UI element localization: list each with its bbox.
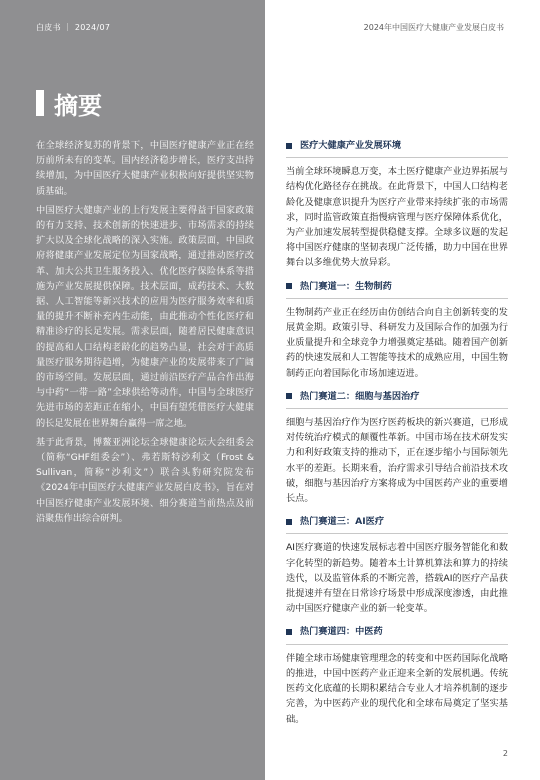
section-heading-text: 热门赛道一：生物制药 <box>300 280 392 292</box>
section-heading-text: 热门赛道四：中医药 <box>300 626 383 638</box>
title-marker-bar <box>36 90 44 116</box>
summary-paragraph: 基于此背景，博鳌亚洲论坛全球健康论坛大会组委会（简称“GHF组委会”）、弗若斯特沙利文（Frost & Sullivan，简称“沙利文”）联合头豹研究院发布《2024年中国医疗大健康产业发展白皮书》，旨在对中国医疗健康产业发展环境、细分赛道当前热点及前沿聚焦作出综合研判。 <box>36 436 254 524</box>
sections-column <box>286 138 508 735</box>
section-heading <box>286 279 508 299</box>
section-heading <box>286 138 508 158</box>
summary-paragraph: 在全球经济复苏的背景下，中国医疗健康产业正在经历前所未有的变革。国内经济稳步增长，医疗支出持续增加，为中国医疗大健康产业积极向好提供坚实物质基础。 <box>36 140 254 197</box>
section-tcm <box>286 624 508 726</box>
section-biopharma <box>286 279 508 381</box>
summary-text-column <box>36 138 254 530</box>
section-heading <box>286 389 508 409</box>
section-cell-gene-therapy <box>286 389 508 506</box>
section-body: 细胞与基因治疗作为医疗医药板块的新兴赛道，已形成对传统治疗模式的颠覆性革新。中国市场在技术研发实力和利好政策支持的推动下，正在逐步缩小与国际领先水平的差距。长期来看，治疗需求引导结合前沿技术攻破，细胞与基因治疗方案将成为中国医药产业的重要增长点。 <box>286 417 508 505</box>
section-heading <box>286 514 508 534</box>
square-bullet-icon <box>286 283 292 289</box>
square-bullet-icon <box>286 629 292 635</box>
header-left-label: 白皮书 ｜ 2024/07 <box>36 23 111 32</box>
section-body: 当前全球环境瞬息万变，本土医疗健康产业边界拓展与结构优化路径存在挑战。在此背景下，中国人口结构老龄化及健康意识提升为医疗产业带来持续扩张的市场需求，同时监管政策直指慢病管理与医疗保障体系优化，为产业加速发展转型提供稳健支撑。全球多议题的发起将中国医疗健康的坚韧表现广泛传播，助力中国在世界舞台以多维优势大放异彩。 <box>286 166 508 269</box>
page-number: 2 <box>502 749 508 758</box>
section-heading-text: 医疗大健康产业发展环境 <box>300 140 402 151</box>
square-bullet-icon <box>286 519 292 525</box>
square-bullet-icon <box>286 143 292 149</box>
square-bullet-icon <box>286 393 292 399</box>
section-body: 伴随全球市场健康管理理念的转变和中医药国际化战略的推进，中国中医药产业正迎来全新的发展机遇。传统医药文化底蕴的长期积累结合专业人才培养机制的逐步完善，为中医药产业的现代化和全球布局奠定了坚实基础。 <box>286 652 508 725</box>
section-heading-text: 热门赛道三：AI医疗 <box>300 516 385 528</box>
page-title: 摘要 <box>54 91 102 120</box>
page-title-block <box>36 88 102 118</box>
section-body: AI医疗赛道的快速发展标志着中国医疗服务智能化和数字化转型的新趋势。随着本土计算机算法和算力的持续迭代，以及监管体系的不断完善，搭载AI的医疗产品获批提速并有望在日常诊疗场景中形成深度渗透，由此推动中国医疗健康产业的新一轮变革。 <box>286 542 508 615</box>
section-heading <box>286 624 508 644</box>
header-report-title: 2024年中国医疗大健康产业发展白皮书 <box>363 23 504 32</box>
section-body: 生物制药产业正在经历由仿创结合向自主创新转变的发展黄金期。政策引导、科研发力及国际合作的加强为行业质量提升和全球竞争力增强奠定基础。随着国产创新药的快速发展和人工智能等技术的成熟应用，中国生物制药正向着国际化市场加速迈进。 <box>286 306 508 379</box>
summary-paragraph: 中国医疗大健康产业的上行发展主要得益于国家政策的有力支持、技术创新的快速进步、市场需求的持续扩大以及全球化战略的深入实施。政策层面，中国政府将健康产业发展定位为国家战略，通过推动医疗改革、加大公共卫生服务投入、优化医疗保险体系等措施为产业发展提供保障。技术层面，成药技术、大数据、人工智能等新兴技术的应用为医疗服务效率和质量的提升不断补充内生动能，由此推动个性化医疗和精准诊疗的长足发展。需求层面，随着居民健康意识的提高和人口结构老龄化的趋势凸显，社会对于高质量医疗服务期待趋增，为健康产业的发展带来了广阔的市场空间。发展层面，通过前沿医疗产品合作出海与中药“一带一路”全球供给等动作，中国与全球医疗先进市场的差距正在缩小，中国有望凭借医疗大健康的长足发展在世界舞台赢得一席之地。 <box>36 204 254 429</box>
section-environment <box>286 138 508 271</box>
section-heading-text: 热门赛道二：细胞与基因治疗 <box>300 390 420 402</box>
section-ai-medical <box>286 514 508 616</box>
